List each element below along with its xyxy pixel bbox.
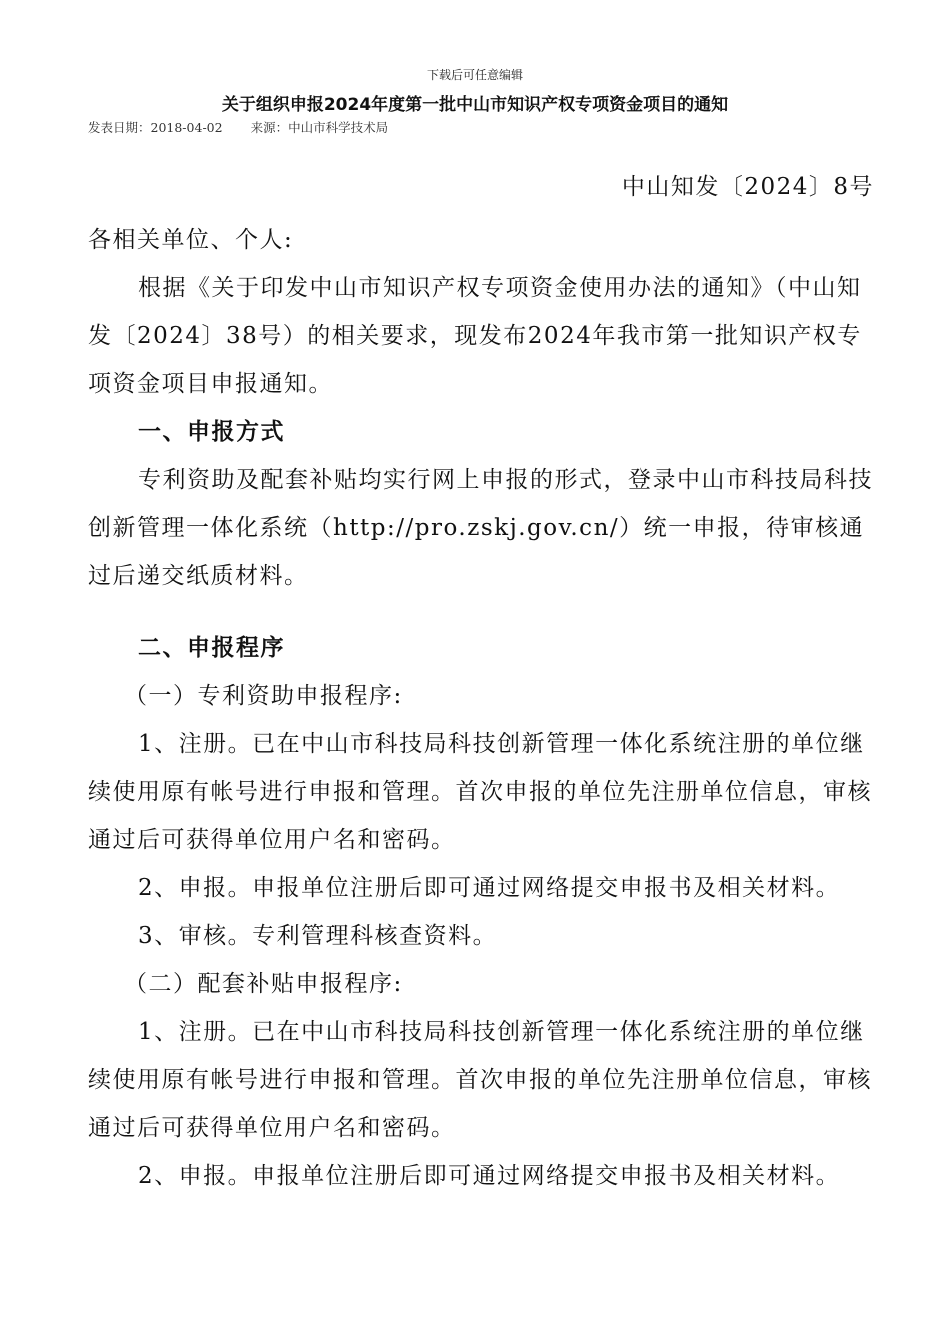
subsection-2-heading: （二）配套补贴申报程序: — [124, 971, 403, 997]
blank-line — [88, 600, 874, 624]
list-item: 3、审核。专利管理科核查资料。 — [138, 923, 498, 949]
source: 来源：中山市科学技术局 — [250, 120, 389, 135]
document-number: 中山知发〔2024〕8号 — [621, 174, 874, 200]
page-title: 关于组织申报2024年度第一批中山市知识产权专项资金项目的通知 — [221, 95, 729, 115]
intro-paragraph: 根据《关于印发中山市知识产权专项资金使用办法的通知》（中山知发〔2024〕38号）的相关要求，现发布2024年我市第一批知识产权专项资金项目申报通知。 — [88, 275, 862, 397]
subsection-1-heading: （一）专利资助申报程序: — [124, 683, 403, 709]
publish-date: 发表日期：2018-04-02 — [88, 120, 223, 135]
list-item: 2、申报。申报单位注册后即可通过网络提交申报书及相关材料。 — [138, 875, 841, 901]
list-item: 2、申报。申报单位注册后即可通过网络提交申报书及相关材料。 — [138, 1163, 841, 1189]
list-item: 1、注册。已在中山市科技局科技创新管理一体化系统注册的单位继续使用原有帐号进行申报和管理。首次申报的单位先注册单位信息，审核通过后可获得单位用户名和密码。 — [88, 731, 872, 853]
list-item: 1、注册。已在中山市科技局科技创新管理一体化系统注册的单位继续使用原有帐号进行申报和管理。首次申报的单位先注册单位信息，审核通过后可获得单位用户名和密码。 — [88, 1019, 872, 1141]
section-1-heading: 一、申报方式 — [138, 419, 285, 445]
section-1-text: 专利资助及配套补贴均实行网上申报的形式，登录中山市科技局科技创新管理一体化系统（http://pro.zskj.gov.cn/）统一申报，待审核通过后递交纸质材料。 — [88, 467, 873, 589]
document-body — [88, 216, 874, 1200]
section-2-heading: 二、申报程序 — [138, 635, 285, 661]
download-note: 下载后可任意编辑 — [426, 68, 523, 82]
meta-line — [88, 118, 388, 136]
salutation: 各相关单位、个人: — [88, 227, 294, 253]
